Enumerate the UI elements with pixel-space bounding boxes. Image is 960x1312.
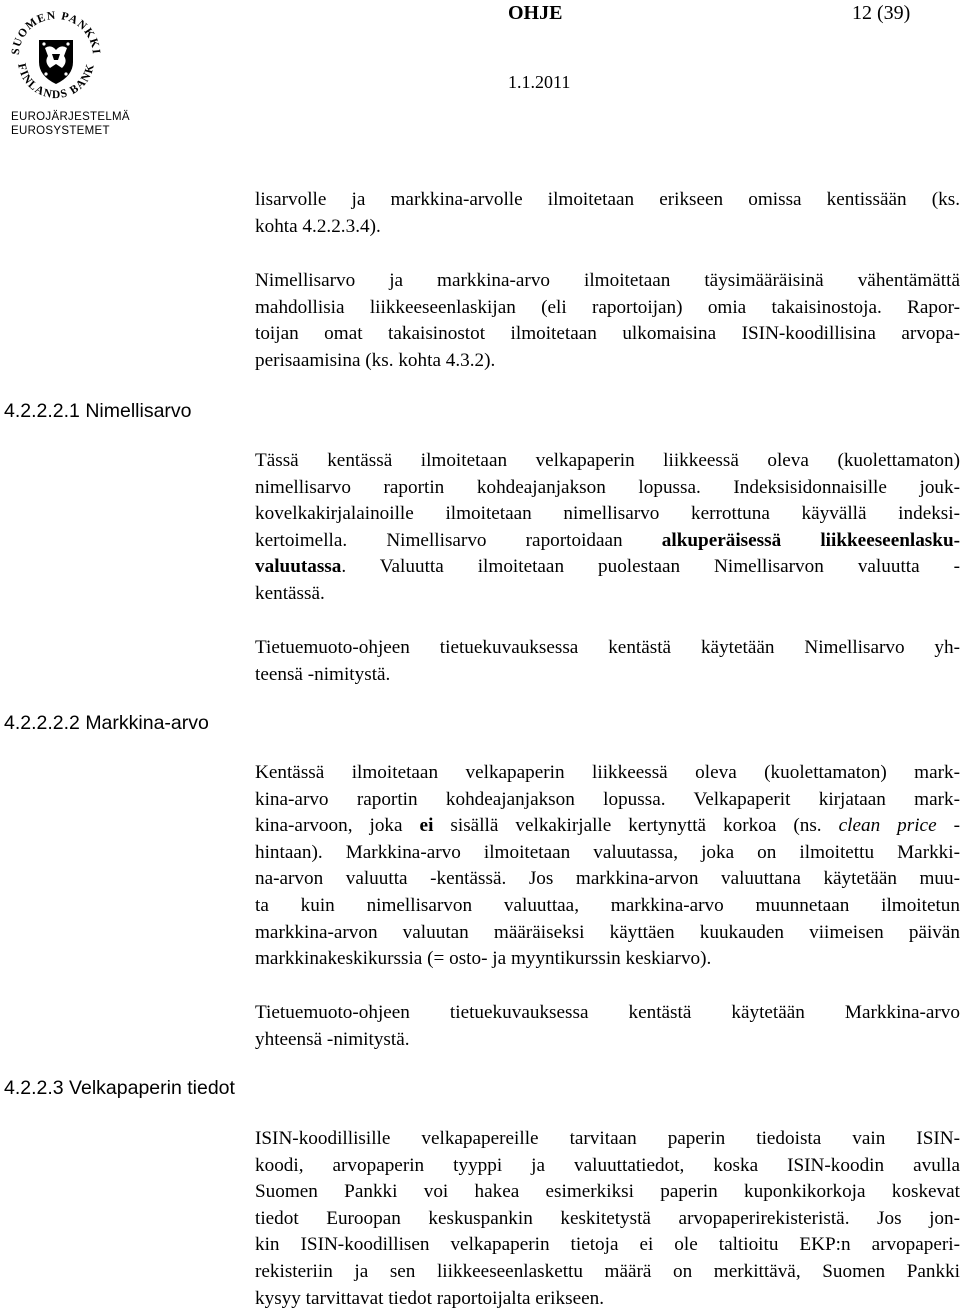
section-heading-velkapaperin-tiedot: 4.2.2.3 Velkapaperin tiedot xyxy=(4,1077,235,1099)
text-line: kentässä. xyxy=(255,582,325,604)
svg-text:SUOMEN PANKKI: SUOMEN PANKKI xyxy=(9,9,103,56)
text-line: perisaamisina (ks. kohta 4.3.2). xyxy=(255,349,496,371)
text-line: ISIN-koodillisille velkapapereille tarvitaan paperin tiedoista vain ISIN- xyxy=(255,1128,960,1149)
text-line: koodi, arvopaperin tyyppi ja valuuttatiedot, koska ISIN-koodin avulla xyxy=(255,1154,960,1176)
paragraph-markkina-arvo-record-format xyxy=(255,1000,960,1053)
document-type: OHJE xyxy=(508,2,563,24)
text-line: Tässä kentässä ilmoitetaan velkapaperin liikkeessä oleva (kuolettamaton) xyxy=(255,450,960,471)
text-line: Tietuemuoto-ohjeen tietuekuvauksessa kentästä käytetään Markkina-arvo xyxy=(255,1002,960,1023)
text-line: kin ISIN-koodillisen velkapaperin tietoja ei ole taltioitu EKP:n arvopaperi- xyxy=(255,1234,960,1256)
logo-subtext-line: EUROSYSTEMET xyxy=(11,125,110,137)
bold-text: valuutassa xyxy=(255,556,342,578)
section-heading-nimellisarvo: 4.2.2.2.1 Nimellisarvo xyxy=(4,400,192,422)
text-line xyxy=(255,528,960,555)
text-run: . Valuutta ilmoitetaan puolestaan Nimellisarvon valuutta - xyxy=(341,556,960,578)
paragraph-continued xyxy=(255,187,960,240)
paragraph-markkina-arvo-description xyxy=(255,760,960,973)
text-line xyxy=(255,813,960,840)
document-date: 1.1.2011 xyxy=(508,72,571,92)
text-line: markkina-arvon valuutan määräiseksi käyttäen kuukauden viimeisen päivän xyxy=(255,921,960,943)
text-line xyxy=(255,554,960,581)
text-line: Nimellisarvo ja markkina-arvo ilmoitetaan täysimääräisinä vähentämättä xyxy=(255,270,960,291)
italic-text: clean price xyxy=(838,815,937,837)
text-line: nimellisarvo raportin kohdeajanjakson lopussa. Indeksisidonnaisille jouk- xyxy=(255,476,960,498)
text-line: markkinakeskikurssia (= osto- ja myyntikurssin keskiarvo). xyxy=(255,948,712,970)
text-line: mahdollisia liikkeeseenlaskijan (eli raportoijan) omia takaisinostoja. Rapor- xyxy=(255,296,960,318)
text-line: kysyy tarvittavat tiedot raportoijalta erikseen. xyxy=(255,1287,604,1309)
text-line: Suomen Pankki voi hakea esimerkiksi paperin kuponkikorkoja koskevat xyxy=(255,1181,960,1203)
text-line: toijan omat takaisinostot ilmoitetaan ulkomaisina ISIN-koodillisina arvopa- xyxy=(255,323,960,345)
paragraph-velkapaperin-tiedot xyxy=(255,1126,960,1312)
text-line: kohta 4.2.2.3.4). xyxy=(255,215,381,237)
text-line: na-arvon valuutta -kentässä. Jos markkina-arvon valuuttana käytetään muu- xyxy=(255,868,960,890)
text-line: Kentässä ilmoitetaan velkapaperin liikkeessä oleva (kuolettamaton) mark- xyxy=(255,762,960,783)
text-run: kertoimella. Nimellisarvo raportoidaan xyxy=(255,529,662,551)
svg-text:FINLANDS BANK: FINLANDS BANK xyxy=(15,62,98,102)
bold-text: ei xyxy=(419,815,434,837)
paragraph-nimellisarvo-record-format xyxy=(255,635,960,688)
text-line: ta kuin nimellisarvon valuuttaa, markkina-arvo muunnetaan ilmoitetun xyxy=(255,894,960,916)
text-line: tiedot Euroopan keskuspankin keskitetystä arvopaperirekisteristä. Jos jon- xyxy=(255,1207,960,1229)
paragraph-nimellisarvo-description xyxy=(255,448,960,608)
text-line: lisarvolle ja markkina-arvolle ilmoitetaan erikseen omissa kentissään (ks. xyxy=(255,189,960,210)
page-number: 12 (39) xyxy=(852,2,911,24)
logo-subtext xyxy=(11,110,131,138)
logo-subtext-line: EUROJÄRJESTELMÄ xyxy=(11,111,130,123)
bank-seal-icon xyxy=(6,4,106,112)
text-run: sisällä velkakirjalle kertynyttä korkoa (ns. xyxy=(433,815,839,837)
text-run: kina-arvoon, joka xyxy=(255,815,420,837)
text-line: kovelkakirjalainoille ilmoitetaan nimellisarvo kerrottuna käyvällä indeksi- xyxy=(255,503,960,525)
section-heading-markkina-arvo: 4.2.2.2.2 Markkina-arvo xyxy=(4,712,209,734)
paragraph-nominal-and-market-value xyxy=(255,268,960,374)
text-line: hintaan). Markkina-arvo ilmoitetaan valuutassa, joka on ilmoitettu Markki- xyxy=(255,841,960,863)
text-line: kina-arvo raportin kohdeajanjakson lopussa. Velkapaperit kirjataan mark- xyxy=(255,788,960,810)
text-line: rekisteriin ja sen liikkeeseenlaskettu määrä on merkittävä, Suomen Pankki xyxy=(255,1260,960,1282)
text-line: yhteensä -nimitystä. xyxy=(255,1028,410,1050)
text-run: - xyxy=(936,815,960,837)
text-line: Tietuemuoto-ohjeen tietuekuvauksessa kentästä käytetään Nimellisarvo yh- xyxy=(255,637,960,658)
bold-text: alkuperäisessä liikkeeseenlasku- xyxy=(661,529,960,551)
text-line: teensä -nimitystä. xyxy=(255,663,391,685)
